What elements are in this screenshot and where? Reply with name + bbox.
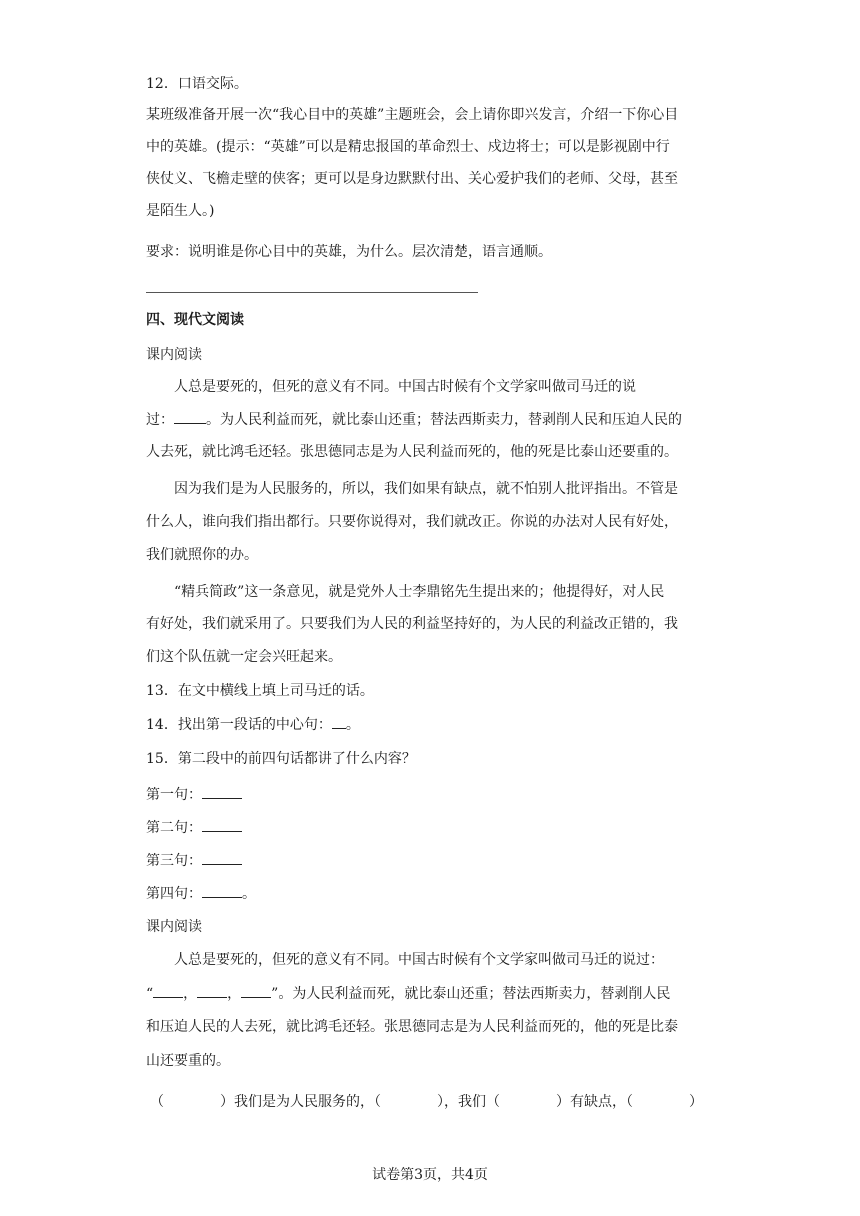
passage-1-line-3: 人去死，就比鸿毛还轻。张思德同志是为人民利益而死的，他的死是比泰山还要重的。 [146,444,678,460]
q12-title: 12．口语交际。 [146,76,248,92]
fill-blank [202,786,242,799]
fill-blank [153,985,183,998]
fill-blank [241,985,271,998]
passage-1-line-4: 因为我们是为人民服务的，所以，我们如果有缺点，就不怕别人批评指出。不管是 [174,481,678,497]
passage-2-line-5: （ ）我们是为人民服务的，（ ），我们（ ）有缺点，（ ） [150,1094,703,1110]
section-heading: 四、现代文阅读 [146,312,244,328]
fill-blank [202,852,242,865]
q12-paragraph-line-3: 侠仗义、飞檐走壁的侠客；更可以是身边默默付出、关心爱护我们的老师、父母，甚至 [146,171,678,187]
question-13: 13．在文中横线上填上司马迁的话。 [146,683,374,699]
fill-blank [174,411,206,424]
passage-1-line-7: “精兵简政”这一条意见，就是党外人士李鼎铭先生提出来的；他提得好，对人民 [174,584,665,600]
passage-1-line-9: 们这个队伍就一定会兴旺起来。 [146,649,342,665]
passage-2-line-3: 和压迫人民的人去死，就比鸿毛还轻。张思德同志是为人民利益而死的，他的死是比泰 [146,1019,678,1035]
fill-blank [332,716,346,729]
q12-requirement: 要求：说明谁是你心目中的英雄，为什么。层次清楚，语言通顺。 [146,244,552,260]
question-15: 15．第二段中的前四句话都讲了什么内容？ [146,751,416,767]
passage-2-line-2: “ ， ， ”。为人民利益而死，就比泰山还重；替法西斯卖力，替剥削人民 [146,986,671,1002]
passage-2-line-1: 人总是要死的，但死的意义有不同。中国古时候有个文学家叫做司马迁的说过： [174,952,664,968]
passage-1-line-2: 过： 。为人民利益而死，就比泰山还重；替法西斯卖力，替剥削人民和压迫人民的 [146,412,682,428]
sentence-1-prompt: 第一句： [146,786,242,804]
subsection-label: 课内阅读 [146,919,202,935]
passage-1-line-6: 我们就照你的办。 [146,547,258,563]
q12-paragraph-line-2: 中的英雄。(提示：“英雄”可以是精忠报国的革命烈士、戍边将士；可以是影视剧中行 [146,139,670,155]
fill-blank [202,885,242,898]
sentence-2-prompt: 第二句： [146,819,242,837]
sentence-3-prompt: 第三句： [146,852,242,870]
passage-2-line-4: 山还要重的。 [146,1053,230,1069]
question-14: 14．找出第一段话的中心句： 。 [146,717,360,733]
subsection-label: 课内阅读 [146,347,202,363]
answer-line [146,292,478,293]
sentence-4-prompt: 第四句： 。 [146,886,256,902]
q12-paragraph-line-4: 是陌生人。) [146,203,215,219]
fill-blank [197,985,227,998]
q12-paragraph-line-1: 某班级准备开展一次“我心目中的英雄”主题班会，会上请你即兴发言，介绍一下你心目 [146,107,679,123]
passage-1-line-8: 有好处，我们就采用了。只要我们为人民的利益坚持好的，为人民的利益改正错的，我 [146,616,678,632]
fill-blank [202,819,242,832]
passage-1-line-1: 人总是要死的，但死的意义有不同。中国古时候有个文学家叫做司马迁的说 [174,379,636,395]
passage-1-line-5: 什么人，谁向我们指出都行。只要你说得对，我们就改正。你说的办法对人民有好处， [146,514,678,530]
page-footer: 试卷第3页，共4页 [372,1167,488,1183]
